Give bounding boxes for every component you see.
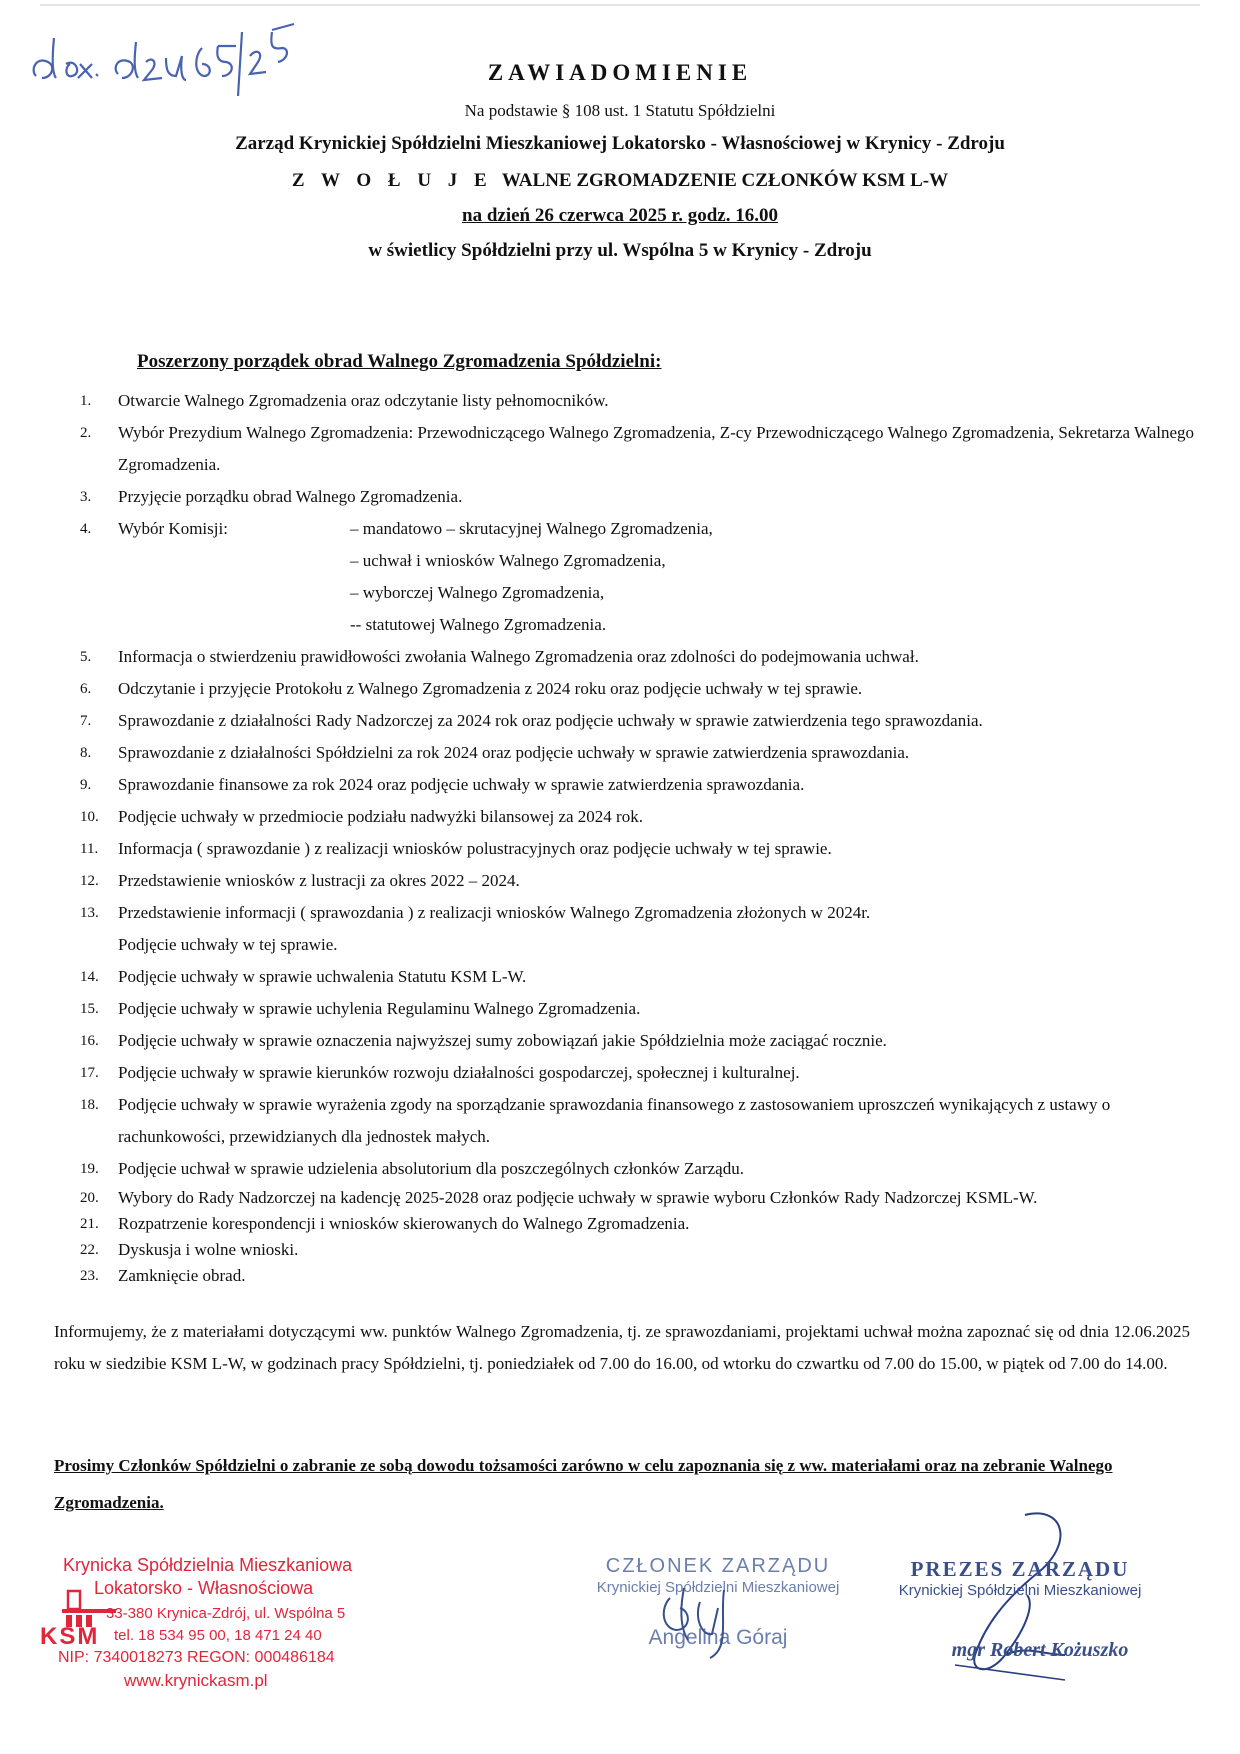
item-text-block <box>118 897 1198 961</box>
agenda-item <box>80 833 1198 865</box>
stamp-phone: tel. 18 534 95 00, 18 471 24 40 <box>114 1627 322 1644</box>
agenda-item <box>80 641 1198 673</box>
item-number: 9. <box>80 777 92 793</box>
member-stamp-title: CZŁONEK ZARZĄDU <box>605 1555 831 1577</box>
agenda-item <box>80 1185 1198 1211</box>
document-title: ZAWIADOMIENIE <box>487 60 753 85</box>
item-text: Wybory do Rady Nadzorczej na kadencję 2025-2028 oraz podjęcie uchwały w sprawie wyboru Członków Rady Nadzorczej KSML-W. <box>118 1188 1038 1207</box>
agenda-item <box>80 1237 1198 1263</box>
item-number: 15. <box>80 1001 99 1017</box>
agenda-item <box>80 385 1198 417</box>
president-stamp-org: Krynickiej Spółdzielni Mieszkaniowej <box>898 1582 1142 1599</box>
item-text: Wybór Komisji: <box>118 519 228 538</box>
item-number: 17. <box>80 1065 99 1081</box>
item-text: Sprawozdanie finansowe za rok 2024 oraz podjęcie uchwały w sprawie zatwierdzenia sprawozdania. <box>118 775 805 794</box>
handwritten-signature-member <box>650 1578 780 1668</box>
handwritten-signature-regno <box>26 18 296 98</box>
stamp-address: 33-380 Krynica-Zdrój, ul. Wspólna 5 <box>106 1605 346 1622</box>
agenda-item <box>80 801 1198 833</box>
agenda-item <box>80 705 1198 737</box>
item-number: 18. <box>80 1097 99 1113</box>
stamp-line-2: Lokatorsko - Własnościowa <box>94 1578 314 1598</box>
item-text: Podjęcie uchwały w sprawie uchwalenia Statutu KSM L-W. <box>118 967 527 986</box>
meeting-venue: w świetlicy Spółdzielni przy ul. Wspólna 5 w Krynicy - Zdroju <box>368 240 872 261</box>
agenda-item <box>80 1211 1198 1237</box>
item-text: Informacja o stwierdzeniu prawidłowości zwołania Walnego Zgromadzenia oraz zdolności do podejmowania uchwał. <box>118 647 919 666</box>
item-text: Podjęcie uchwały w przedmiocie podziału nadwyżki bilansowej za 2024 rok. <box>118 807 643 826</box>
item-number: 4. <box>80 521 92 537</box>
stamp-nip-regon: NIP: 7340018273 REGON: 000486184 <box>58 1649 335 1666</box>
agenda-item <box>80 417 1198 481</box>
agenda-item <box>80 1153 1198 1185</box>
item-text-continued: Podjęcie uchwały w tej sprawie. <box>118 935 338 954</box>
agenda-item <box>80 961 1198 993</box>
item-text: Odczytanie i przyjęcie Protokołu z Walnego Zgromadzenia z 2024 roku oraz podjęcie uchwały w tej sprawie. <box>118 679 863 698</box>
item-text: Przedstawienie informacji ( sprawozdania ) z realizacji wniosków Walnego Zgromadzenia złożonych w 2024r. <box>118 903 871 922</box>
president-stamp-name: mgr Robert Kożuszko <box>951 1639 1129 1661</box>
materials-info-paragraph: Informujemy, że z materiałami dotyczącymi ww. punktów Walnego Zgromadzenia, tj. ze sprawozdaniami, projektami uchwał można zapoznać się od dnia 12.06.2025 roku w siedzibie KSM L-W, w godzinach pracy Spółdzielni, tj. poniedziałek od 7.00 do 16.00, od wtorku do czwartku od 7.00 do 15.00, w piątek od 7.00 do 14.00. <box>54 1322 1190 1373</box>
item-number: 3. <box>80 489 92 505</box>
item-text: Otwarcie Walnego Zgromadzenia oraz odczytanie listy pełnomocników. <box>118 391 609 410</box>
convene-verb: Z W O Ł U J E <box>291 170 493 191</box>
item-text: Sprawozdanie z działalności Rady Nadzorczej za 2024 rok oraz podjęcie uchwały w sprawie zatwierdzenia tego sprawozdania. <box>118 711 983 730</box>
member-stamp-name: Angelina Góraj <box>648 1626 788 1649</box>
registration-number-handwritten <box>26 18 296 98</box>
item-text: Rozpatrzenie korespondencji i wniosków skierowanych do Walnego Zgromadzenia. <box>118 1214 690 1233</box>
item-text: Dyskusja i wolne wnioski. <box>118 1240 299 1259</box>
item-number: 21. <box>80 1216 99 1232</box>
item-number: 19. <box>80 1161 99 1177</box>
stamp-abbreviation: KSM <box>40 1623 100 1650</box>
item-number: 6. <box>80 681 92 697</box>
stamp-website: www.krynickasm.pl <box>124 1671 268 1690</box>
agenda-list <box>80 385 1198 1289</box>
item-text: Wybór Prezydium Walnego Zgromadzenia: Przewodniczącego Walnego Zgromadzenia, Z-cy Przewodniczącego Walnego Zgromadzenia, Sekretarza Walnego Zgromadzenia. <box>118 423 1195 474</box>
agenda-item <box>80 1057 1198 1089</box>
item-text: Przedstawienie wniosków z lustracji za okres 2022 – 2024. <box>118 871 520 890</box>
item-text: Podjęcie uchwał w sprawie udzielenia absolutorium dla poszczególnych członków Zarządu. <box>118 1159 744 1178</box>
agenda-item <box>80 481 1198 513</box>
commission-item: – uchwał i wniosków Walnego Zgromadzenia, <box>350 551 666 570</box>
item-number: 11. <box>80 841 99 857</box>
item-text: Zamknięcie obrad. <box>118 1266 246 1285</box>
agenda-item <box>80 769 1198 801</box>
legal-basis: Na podstawie § 108 ust. 1 Statutu Spółdzielni <box>464 101 776 120</box>
item-number: 23. <box>80 1268 99 1284</box>
item-number: 12. <box>80 873 99 889</box>
identity-request-paragraph: Prosimy Członków Spółdzielni o zabranie ze sobą dowodu tożsamości zarówno w celu zapoznania się z ww. materiałami oraz na zebranie Walnego Zgromadzenia. <box>54 1456 1113 1512</box>
item-number: 7. <box>80 713 92 729</box>
president-stamp <box>880 1557 1160 1662</box>
agenda-item <box>80 1263 1198 1289</box>
top-scan-line <box>40 4 1200 6</box>
item-text: Przyjęcie porządku obrad Walnego Zgromadzenia. <box>118 487 463 506</box>
agenda-item <box>80 1089 1198 1153</box>
item-number: 5. <box>80 649 92 665</box>
meeting-date: na dzień 26 czerwca 2025 r. godz. 16.00 <box>462 205 778 226</box>
item-number: 13. <box>80 905 99 921</box>
item-text: Podjęcie uchwały w sprawie wyrażenia zgody na sporządzanie sprawozdania finansowego z zastosowaniem uproszczeń wynikających z ustawy o rachunkowości, przewidzianych dla jednostek małych. <box>118 1095 1111 1146</box>
agenda-heading: Poszerzony porządek obrad Walnego Zgromadzenia Spółdzielni: <box>137 351 662 372</box>
agenda-item <box>80 897 1198 961</box>
convene-rest: WALNE ZGROMADZENIE CZŁONKÓW KSM L-W <box>501 170 949 191</box>
item-number: 14. <box>80 969 99 985</box>
commissions-block <box>118 513 1198 641</box>
agenda-item <box>80 673 1198 705</box>
item-text: Informacja ( sprawozdanie ) z realizacji wniosków polustracyjnych oraz podjęcie uchwały w tej sprawie. <box>118 839 832 858</box>
item-text: Podjęcie uchwały w sprawie uchylenia Regulaminu Walnego Zgromadzenia. <box>118 999 641 1018</box>
item-number: 22. <box>80 1242 99 1258</box>
agenda-item <box>80 737 1198 769</box>
item-text: Podjęcie uchwały w sprawie kierunków rozwoju działalności gospodarczej, społecznej i kulturalnej. <box>118 1063 800 1082</box>
stamp-line-1: Krynicka Spółdzielnia Mieszkaniowa <box>63 1555 353 1575</box>
president-stamp-title: PREZES ZARZĄDU <box>910 1557 1130 1581</box>
member-stamp-org: Krynickiej Spółdzielni Mieszkaniowej <box>596 1579 840 1596</box>
commission-item: – mandatowo – skrutacyjnej Walnego Zgromadzenia, <box>350 519 713 538</box>
item-number: 20. <box>80 1190 99 1206</box>
item-text: Podjęcie uchwały w sprawie oznaczenia najwyższej sumy zobowiązań jakie Spółdzielnia może zaciągać rocznie. <box>118 1031 887 1050</box>
item-text: Sprawozdanie z działalności Spółdzielni za rok 2024 oraz podjęcie uchwały w sprawie zatwierdzenia sprawozdania. <box>118 743 910 762</box>
board-name: Zarząd Krynickiej Spółdzielni Mieszkaniowej Lokatorsko - Własnościowej w Krynicy - Zdroju <box>235 133 1005 154</box>
commission-item: – wyborczej Walnego Zgromadzenia, <box>350 583 605 602</box>
agenda-item <box>80 865 1198 897</box>
item-number: 1. <box>80 393 92 409</box>
item-number: 2. <box>80 425 92 441</box>
item-number: 16. <box>80 1033 99 1049</box>
item-number: 10. <box>80 809 99 825</box>
commission-item: -- statutowej Walnego Zgromadzenia. <box>350 615 607 634</box>
agenda-item <box>80 993 1198 1025</box>
convene-line <box>0 170 1240 192</box>
agenda-item <box>80 513 1198 641</box>
agenda-item <box>80 1025 1198 1057</box>
commissions-list <box>350 513 1198 641</box>
item-number: 8. <box>80 745 92 761</box>
